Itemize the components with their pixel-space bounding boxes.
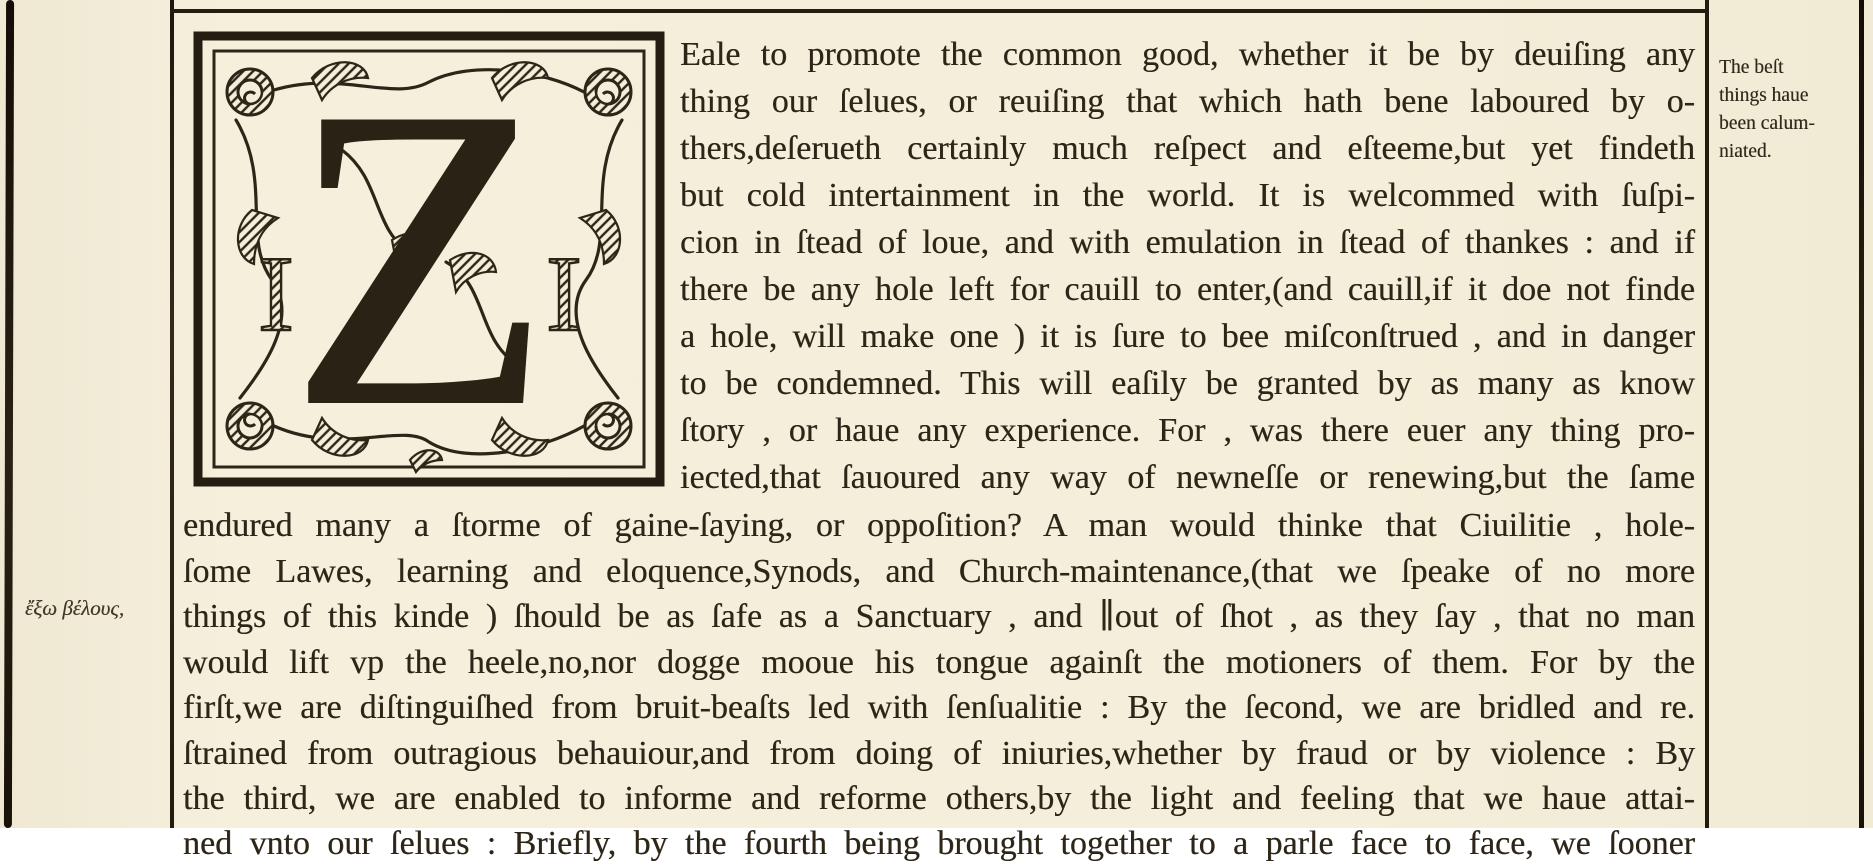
body-text-indented-column <box>680 31 1695 501</box>
body-line-16: ſtrained from outragious behauiour,and from doing of iniuries,whether by fraud or by violence : By <box>183 734 1695 772</box>
body-line-10: iected,that ſauoured any way of newneſſe or renewing,but the ſame <box>680 459 1695 496</box>
body-line-1: Eale to promote the common good, whether it be by deuiſing any <box>680 36 1695 73</box>
body-line-9: ſtory , or haue any experience. For , was there euer any thing pro- <box>680 412 1695 449</box>
body-line-7: a hole, will make one ) it is ſure to bee miſconſtrued , and in danger <box>680 318 1695 355</box>
body-line-15: firſt,we are diſtinguiſhed from bruit-beaſts led with ſenſualitie : By the ſecond, we are bridled and re. <box>183 689 1695 726</box>
body-line-17: the third, we are enabled to informe and reforme others,by the light and feeling that we haue attai- <box>183 780 1695 817</box>
body-line-2: thing our ſelues, or reuiſing that which hath bene laboured by o- <box>680 83 1695 120</box>
left-margin-rule <box>170 0 174 828</box>
body-line-5: cion in ſtead of loue, and with emulation in ſtead of thankes : and if <box>680 224 1695 261</box>
drop-cap-initial-block <box>192 20 666 496</box>
body-line-8: to be condemned. This will eaſily be granted by as many as know <box>680 365 1695 402</box>
body-text-full-column <box>183 503 1695 822</box>
drop-cap-guide-letter-left: I <box>258 235 294 354</box>
left-scan-edge-line <box>4 0 14 828</box>
body-line-4: but cold intertainment in the world. It is welcommed with ſuſpi- <box>680 177 1695 214</box>
right-edge-rule <box>1859 0 1864 828</box>
right-margin-note-line: niated. <box>1719 141 1772 162</box>
body-line-11: endured many a ſtorme of gaine-ſaying, or oppoſition? A man would thinke that Ciuilitie , hole- <box>183 507 1695 544</box>
right-margin-note-line: The beſt <box>1719 57 1784 78</box>
right-margin-note <box>1719 54 1859 166</box>
greek-margin-note: ἔξω βέλους, <box>25 596 125 620</box>
right-margin-note-line: things haue <box>1719 85 1809 106</box>
body-line-12: ſome Lawes, learning and eloquence,Synods, and Church-maintenance,(that we ſpeake of no more <box>183 552 1695 590</box>
body-line-3: thers,deſerueth certainly much reſpect and eſteeme,but yet findeth <box>680 130 1695 167</box>
body-line-13: things of this kinde ) ſhould be as ſafe as a Sanctuary , and ∥out of ſhot , as they ſay , that no man <box>183 598 1695 635</box>
body-line-18-clipped: ned vnto our ſelues : Briefly, by the fourth being brought together to a parle face to face, we ſooner <box>183 825 1695 862</box>
drop-cap-woodcut <box>192 20 666 496</box>
top-border-rule <box>170 9 1709 13</box>
right-margin-rule <box>1705 0 1709 828</box>
right-margin-note-line: been calum- <box>1719 113 1815 134</box>
body-line-6: there be any hole left for cauill to enter,(and cauill,if it doe not finde <box>680 271 1695 308</box>
body-line-14: would lift vp the heele,no,nor dogge mooue his tongue againſt the motioners of them. For by the <box>183 643 1695 681</box>
drop-cap-letter: Z <box>288 20 552 496</box>
drop-cap-guide-letter-right: I <box>546 235 582 354</box>
